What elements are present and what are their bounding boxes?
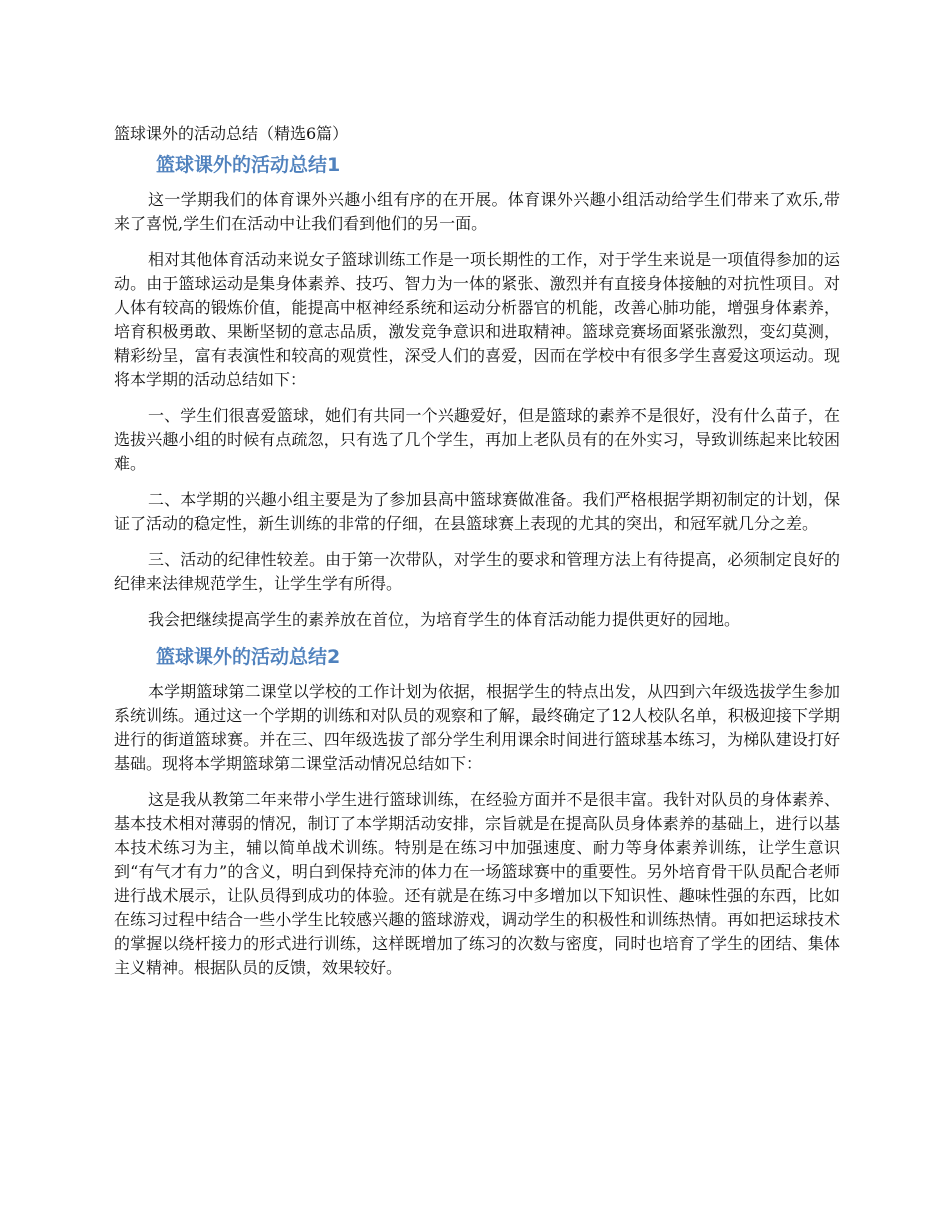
paragraph: 这一学期我们的体育课外兴趣小组有序的在开展。体育课外兴趣小组活动给学生们带来了欢乐,带来了喜悦,学生们在活动中让我们看到他们的另一面。 <box>114 190 840 233</box>
paragraph: 这是我从教第二年来带小学生进行篮球训练，在经验方面并不是很丰富。我针对队员的身体素养、基本技术相对薄弱的情况，制订了本学期活动安排，宗旨就是在提高队员身体素养的基础上，进行以基本技术练习为主，辅以简单战术训练。特别是在练习中加强速度、耐力等身体素养训练，让学生意识到“有气才有力”的含义，明白到保持充沛的体力在一场篮球赛中的重要性。另外培育骨干队员配合老师进行战术展示，让队员得到成功的体验。还有就是在练习中多增加以下知识性、趣味性强的东西，比如在练习过程中结合一些小学生比较感兴趣的篮球游戏，调动学生的积极性和训练热情。再如把运球技术的掌握以绕杆接力的形式进行训练，这样既增加了练习的次数与密度，同时也培育了学生的团结、集体主义精神。根据队员的反馈，效果较好。 <box>114 790 840 977</box>
paragraph: 三、活动的纪律性较差。由于第一次带队，对学生的要求和管理方法上有待提高，必须制定良好的纪律来法律规范学生，让学生学有所得。 <box>114 550 840 593</box>
paragraph: 本学期篮球第二课堂以学校的工作计划为依据，根据学生的特点出发，从四到六年级选拔学生参加系统训练。通过这一个学期的训练和对队员的观察和了解，最终确定了12人校队名单，积极迎接下学期进行的街道篮球赛。并在三、四年级选拔了部分学生利用课余时间进行篮球基本练习，为梯队建设打好基础。现将本学期篮球第二课堂活动情况总结如下： <box>114 682 840 773</box>
paragraph: 一、学生们很喜爱篮球，她们有共同一个兴趣爱好，但是篮球的素养不是很好，没有什么苗子，在选拔兴趣小组的时候有点疏忽，只有选了几个学生，再加上老队员有的在外实习，导致训练起来比较困难。 <box>114 406 840 473</box>
paragraph: 我会把继续提高学生的素养放在首位，为培育学生的体育活动能力提供更好的园地。 <box>148 610 741 629</box>
document-page <box>114 122 840 992</box>
document-title: 篮球课外的活动总结（精选6篇） <box>114 124 349 143</box>
paragraph: 二、本学期的兴趣小组主要是为了参加县高中篮球赛做准备。我们严格根据学期初制定的计划，保证了活动的稳定性，新生训练的非常的仔细，在县篮球赛上表现的尤其的突出，和冠军就几分之差。 <box>114 490 840 533</box>
section-heading-1: 篮球课外的活动总结1 <box>156 154 341 176</box>
section-2 <box>114 644 840 980</box>
paragraph: 相对其他体育活动来说女子篮球训练工作是一项长期性的工作，对于学生来说是一项值得参加的运动。由于篮球运动是集身体素养、技巧、智力为一体的紧张、激烈并有直接身体接触的对抗性项目。对人体有较高的锻炼价值，能提高中枢神经系统和运动分析器官的机能，改善心肺功能，增强身体素养，培育积极勇敢、果断坚韧的意志品质，激发竞争意识和进取精神。篮球竞赛场面紧张激烈，变幻莫测，精彩纷呈，富有表演性和较高的观赏性，深受人们的喜爱，因而在学校中有很多学生喜爱这项运动。现将本学期的活动总结如下： <box>114 250 840 389</box>
section-1 <box>114 152 840 632</box>
section-heading-2: 篮球课外的活动总结2 <box>156 646 341 668</box>
